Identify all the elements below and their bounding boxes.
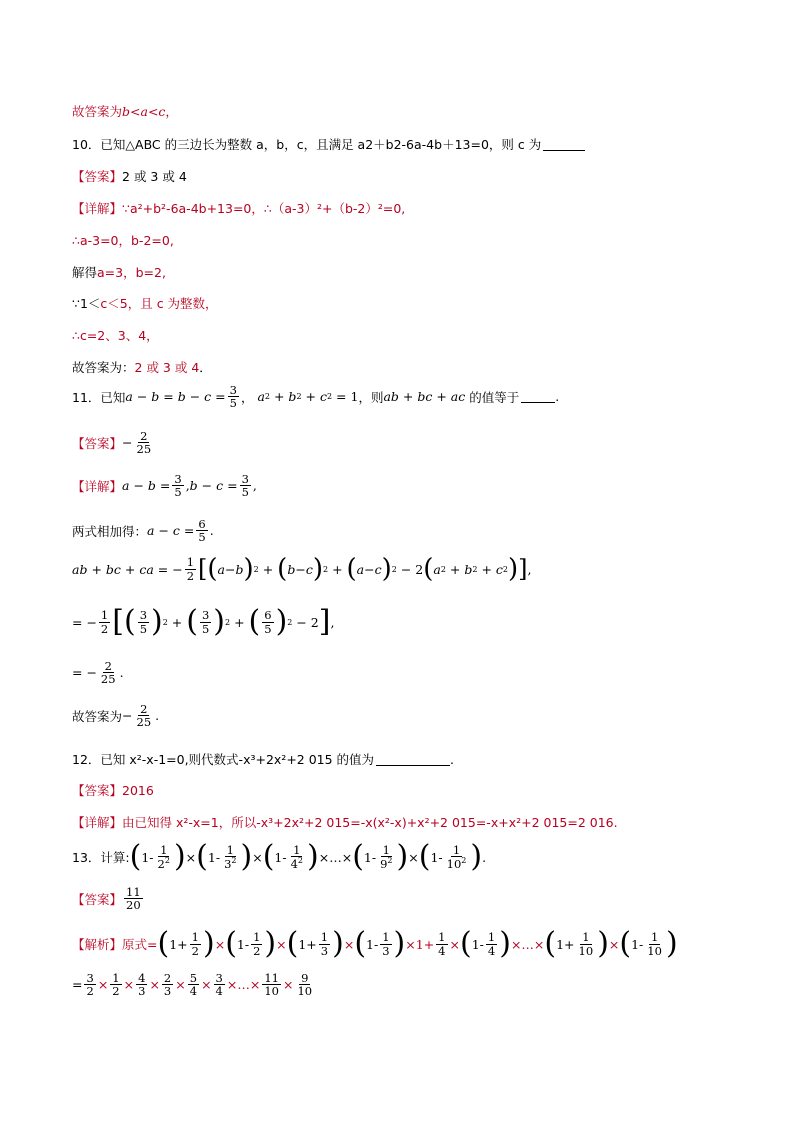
detail-text: ∴a-3=0，b-2=0,: [72, 233, 174, 248]
answer-value: 2 或 3 或 4: [122, 169, 187, 184]
previous-answer-line: [72, 102, 178, 120]
fraction-3-5: $\frac{3}{5}$: [229, 383, 237, 411]
question-text: .: [555, 389, 560, 405]
detail-text: ．: [199, 360, 212, 375]
detail-text: 故答案为：: [72, 360, 135, 375]
question-text: .: [450, 751, 455, 767]
q11-detail-3: ab + bc + ca = − $\frac{1}{2}$ [ ( a − b ) 2 + ( b − c ) 2 + ( a − c ) 2 − 2 ( a 2 + b 2 + c 2 ) ] ,: [72, 554, 532, 584]
q10-answer: [72, 167, 187, 185]
detail-text: 故答案为: [72, 708, 123, 724]
q11-detail-5: = − $\frac{2}{25}$ .: [72, 659, 124, 687]
question-10: [72, 135, 585, 153]
q10-detail-1: [72, 199, 405, 217]
q10-detail-4: [72, 294, 218, 312]
q10-detail-2: [72, 231, 174, 249]
q10-detail-5: [72, 326, 159, 344]
q11-detail-2: 两式相加得： a − c = $\frac{6}{5}$ .: [72, 517, 214, 545]
detail-text: 解得: [72, 265, 98, 280]
text: 故答案为: [72, 104, 123, 119]
answer-label: 【答案】: [72, 783, 123, 798]
question-text: 11．已知: [72, 389, 126, 405]
answer-expression: b<a<c: [122, 103, 166, 119]
answer-value: 2016: [122, 782, 154, 798]
q11-detail-4: = − $\frac{1}{2}$ [ ( $\frac{3}{5}$ ) 2 + ( $\frac{3}{5}$ ) 2 + ( $\frac{6}{5}$ ) 2 − 2 ] ,: [72, 604, 335, 639]
answer-blank: [543, 138, 585, 151]
fraction-11-20: $\frac{11}{20}$: [126, 885, 141, 913]
detail-text: 2 或 3 或 4: [134, 360, 200, 375]
question-12: [72, 750, 454, 768]
answer-label: 【答案】: [72, 435, 123, 451]
q13-analysis-1: 【解析】 原式= ( 1+ $\frac{1}{2}$ ) × ( 1- $\frac{1}{2}$ ) × ( 1+ $\frac{1}{3}$ ) × ( 1- $\frac{1}{3}$ ) ×1+ $\frac{1}{4}$ × ( 1- $\frac{1}{4}$ ) ×…× ( 1+ $\frac{1}{10}$ ) × ( 1- $\frac{1}{10}$ ): [72, 926, 678, 961]
question-text: ，则: [358, 389, 384, 405]
detail-label: 【详解】: [72, 201, 123, 216]
q12-answer: [72, 781, 154, 799]
answer-label: 【答案】: [72, 891, 123, 907]
text: ，: [165, 104, 178, 119]
q13-answer: [72, 886, 145, 911]
detail-text: a=3，b=2,: [97, 265, 166, 280]
answer-blank: [521, 390, 555, 403]
q13-analysis-2: = $\frac{3}{2}$ × $\frac{1}{2}$ × $\frac{4}{3}$ × $\frac{2}{3}$ × $\frac{5}{4}$ × $\frac{3}{4}$ ×…× $\frac{11}{10}$ × $\frac{9}{10}$: [72, 971, 313, 999]
answer-label: 【答案】: [72, 169, 123, 184]
q11-answer: 【答案】 − $\frac{2}{25}$: [72, 429, 152, 457]
question-text: 的值等于: [469, 389, 520, 405]
q11-detail-1: 【详解】 a − b = $\frac{3}{5}$ , b − c = $\frac{3}{5}$ ,: [72, 472, 257, 500]
detail-text: ∴c=2、3、4，: [72, 328, 159, 343]
detail-label: 【详解】: [72, 478, 123, 494]
fraction-2-25: $\frac{2}{25}$: [136, 429, 152, 457]
question-text: .: [482, 849, 487, 865]
question-text: 10．已知△ABC 的三边长为整数 a，b，c，且满足 a2＋b2-6a-4b＋13=0，则 c 为: [72, 137, 542, 152]
question-text: 12．已知 x²-x-1=0,则代数式-x³+2x²+2 015 的值为: [72, 752, 375, 767]
q12-detail: [72, 813, 618, 831]
detail-text: ∵1＜: [72, 296, 101, 311]
q10-detail-3: [72, 263, 166, 281]
q10-detail-6: [72, 358, 212, 376]
question-text: ，: [240, 389, 254, 405]
question-11: 11．已知 a − b = b − c = $\frac{3}{5}$ ， a 2 + b 2 + c 2 = 1 ，则 ab + bc + ac 的值等于 .: [72, 383, 560, 411]
detail-text: 两式相加得：: [72, 523, 148, 539]
analysis-label: 【解析】: [72, 937, 123, 952]
q11-detail-6: 故答案为 − $\frac{2}{25}$ .: [72, 702, 160, 730]
detail-text: ∵a²+b²-6a-4b+13=0，∴（a-3）²+（b-2）²=0,: [122, 201, 406, 216]
question-13: 13．计算: ( 1- $\frac{1}{2^2}$ ) × ( 1- $\frac{1}{3^2}$ ) × ( 1- $\frac{1}{4^2}$ ) ×…× ( 1- $\frac{1}{9^2}$ ) × ( 1- $\frac{1}{10^2}$ ) .: [72, 839, 487, 874]
answer-blank: [376, 753, 450, 766]
detail-text: 由已知得 x²-x=1，所以-x³+2x²+2 015=-x(x²-x)+x²+2 015=-x+x²+2 015=2 016.: [122, 815, 618, 830]
analysis-text: 原式=: [122, 937, 158, 952]
detail-label: 【详解】: [72, 815, 123, 830]
detail-text: c＜5，且 c 为整数，: [100, 296, 218, 311]
question-text: 13．计算:: [72, 850, 130, 865]
